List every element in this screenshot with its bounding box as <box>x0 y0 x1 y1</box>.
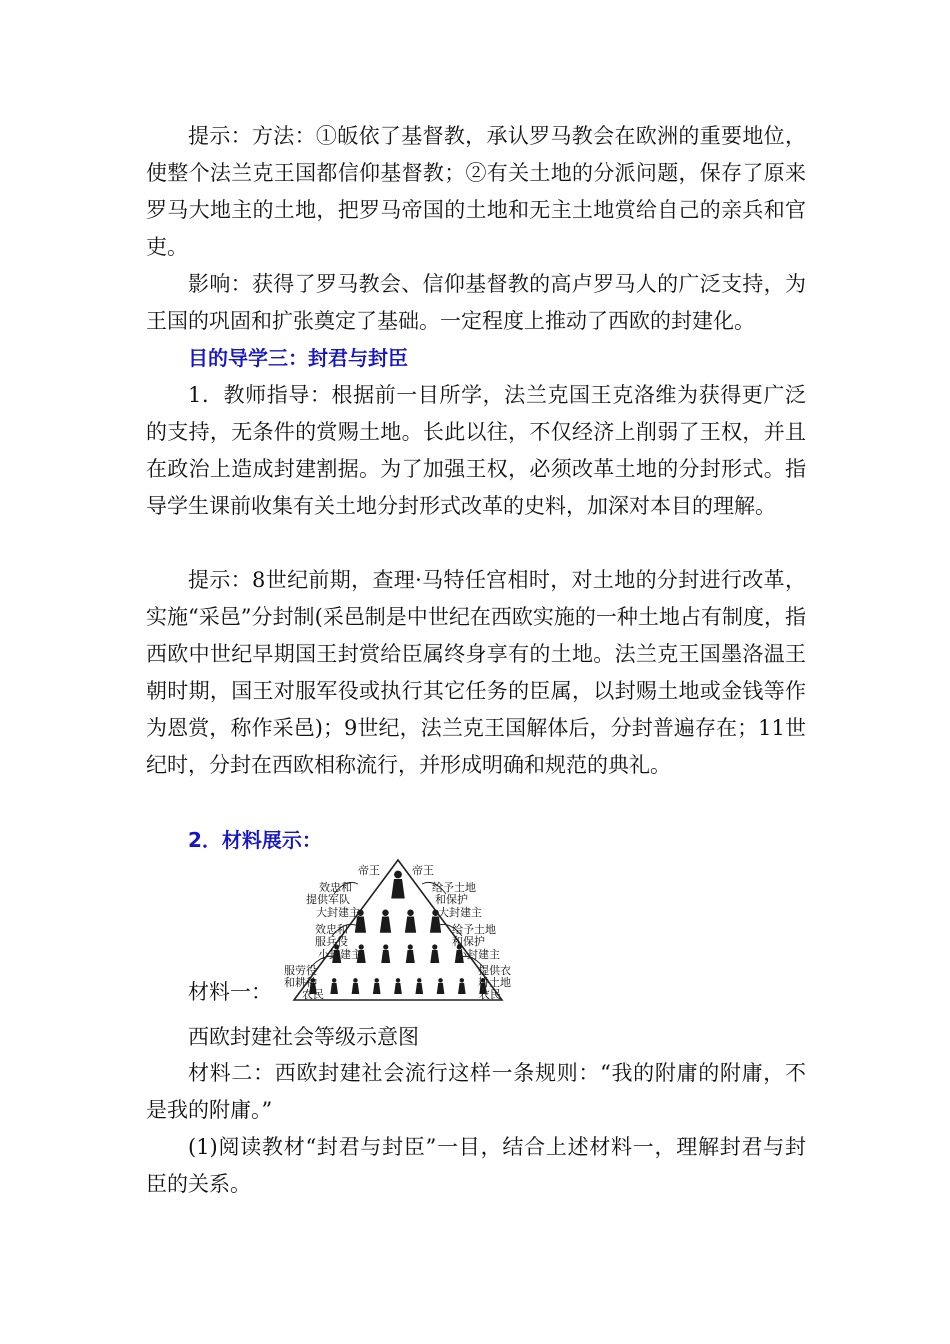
person-figure <box>415 978 423 994</box>
person-figure <box>373 978 381 994</box>
diagram-left-label: 帝王 <box>358 864 380 877</box>
diagram-left-label: 小封建主 <box>318 948 362 961</box>
person-figure <box>437 978 445 994</box>
feudal-hierarchy-diagram <box>272 858 524 1008</box>
diagram-right-label: 给予土地 <box>432 881 476 894</box>
diagram-right-label: 和保护 <box>452 935 485 948</box>
question1-paragraph: (1)阅读教材“封君与封臣”一目，结合上述材料一，理解封君与封臣的关系。 <box>146 1135 806 1196</box>
person-figure <box>430 944 439 963</box>
diagram-right-label: 和保护 <box>435 893 468 906</box>
person-figure <box>405 910 416 933</box>
person-figure <box>458 978 466 994</box>
diagram-right-label: 提供衣 <box>478 964 511 977</box>
material2-paragraph: 材料二：西欧封建社会流行这样一条规则：“我的附庸的附庸，不是我的附庸。” <box>146 1061 806 1122</box>
diagram-left-label: 服劳役 <box>284 964 317 977</box>
diagram-right-label: 帝王 <box>412 864 434 877</box>
teacher-guide-paragraph: 1．教师指导：根据前一目所学，法兰克国王克洛维为获得更广泛的支持，无条件的赏赐土地。长此以往，不仅经济上削弱了王权，并且在政治上造成封建割据。为了加强王权，必须改革土地的分封形式。指导学生课前收集有关土地分封形式改革的史料，加深对本目的理解。 <box>146 383 806 518</box>
material-heading: 2．材料展示： <box>188 828 322 852</box>
person-figure <box>381 944 390 963</box>
person-figure <box>394 978 402 994</box>
influence-paragraph: 影响：获得了罗马教会、信仰基督教的高卢罗马人的广泛支持，为王国的巩固和扩张奠定了基础。一定程度上推动了西欧的封建化。 <box>146 272 806 333</box>
diagram-left-label: 提供军队 <box>306 893 350 906</box>
tip-reform-paragraph: 提示：8世纪前期，查理·马特任宫相时，对土地的分封进行改革，实施“采邑”分封制(采邑制是中世纪在西欧实施的一种土地占有制度，指西欧中世纪早期国王封赏给臣属终身享有的土地。法兰克王国墨洛温王朝时期，国王对服军役或执行其它任务的臣属，以封赐土地或金钱等作为恩赏，称作采邑)；9世纪，法兰克王国解体后，分封普遍存在；11世纪时，分封在西欧相称流行，并形成明确和规范的典礼。 <box>146 568 806 777</box>
diagram-left-label: 服兵役 <box>315 935 348 948</box>
tip-method-paragraph: 提示：方法：①皈依了基督教，承认罗马教会在欧洲的重要地位，使整个法兰克王国都信仰基督教；②有关土地的分派问题，保存了原来罗马大地主的土地，把罗马帝国的土地和无主土地赏给自己的亲兵和官吏。 <box>146 124 806 259</box>
person-figure <box>330 978 338 994</box>
diagram-right-label: 农民 <box>479 988 501 1001</box>
person-figure <box>352 978 360 994</box>
diagram-left-label: 效忠和 <box>315 923 348 936</box>
diagram-right-label: 小封建主 <box>456 948 500 961</box>
material1-label: 材料一： <box>188 980 272 1004</box>
diagram-left-label: 效忠和 <box>319 881 352 894</box>
diagram-right-label: 给予土地 <box>452 923 496 936</box>
diagram-left-label: 农民 <box>302 988 324 1001</box>
diagram-caption: 西欧封建社会等级示意图 <box>188 1025 419 1049</box>
person-figure <box>406 944 415 963</box>
diagram-left-label: 大封建主 <box>316 906 360 919</box>
diagram-left-label: 和耕种 <box>284 976 317 989</box>
person-figure <box>391 871 405 899</box>
diagram-right-label: 大封建主 <box>438 906 482 919</box>
diagram-right-label: 耕土地 <box>478 976 511 989</box>
person-figure <box>380 910 391 933</box>
section-heading-3: 目的导学三：封君与封臣 <box>188 346 408 370</box>
